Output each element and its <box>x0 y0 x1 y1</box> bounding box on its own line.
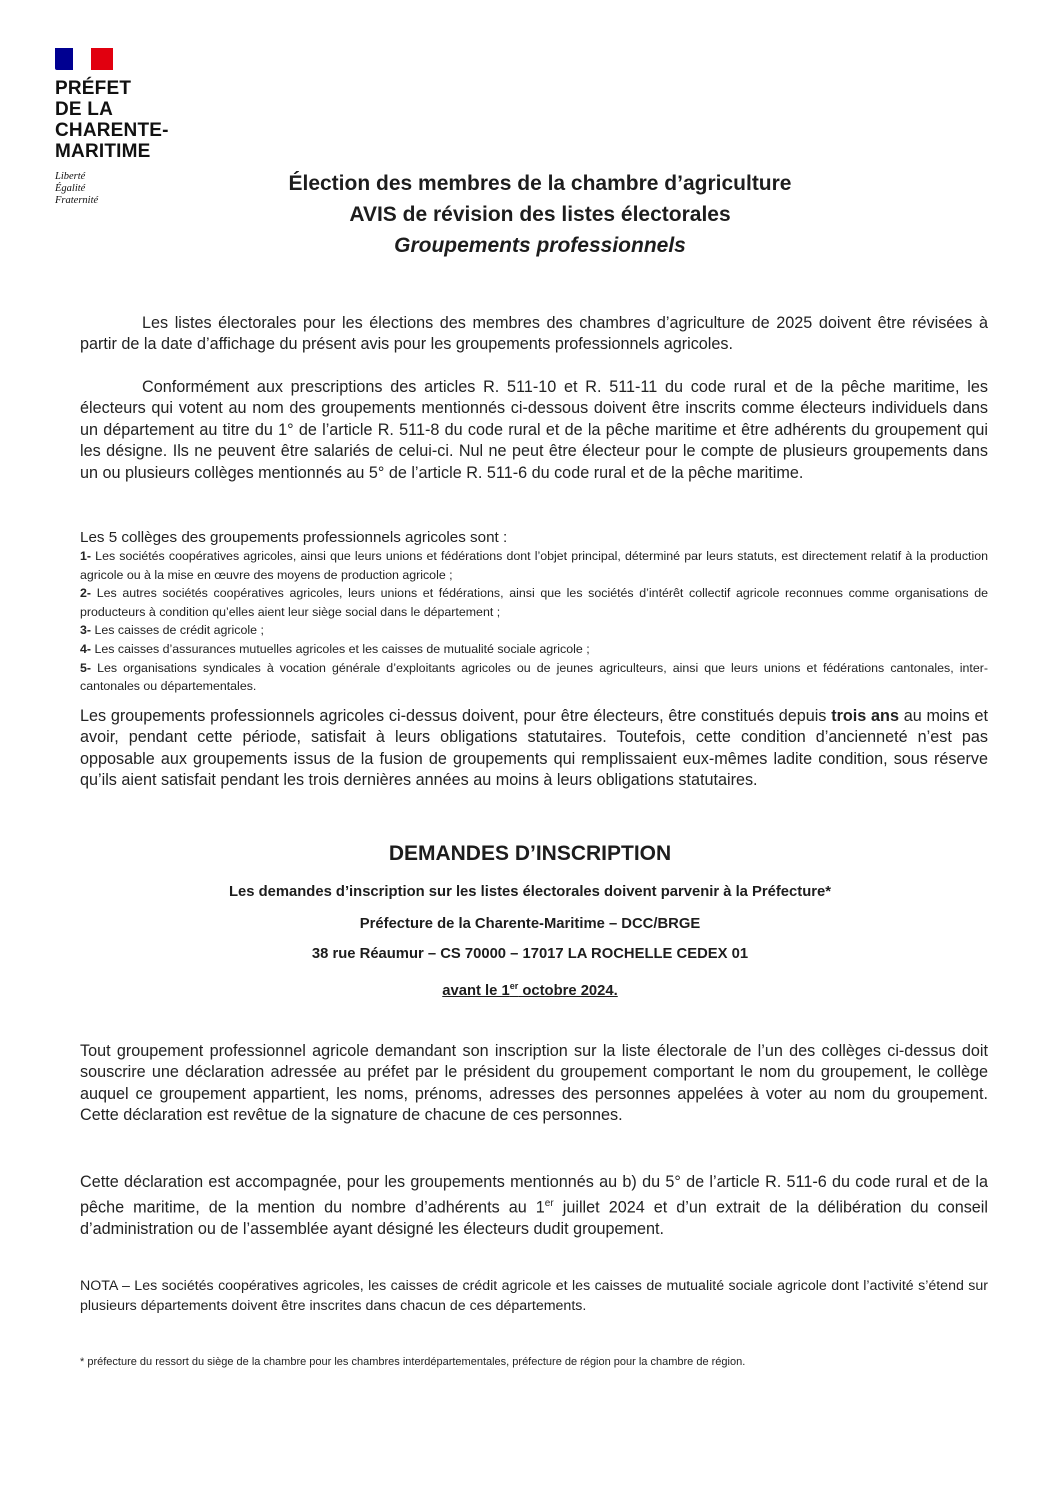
demandes-heading: DEMANDES D’INSCRIPTION <box>388 842 672 865</box>
marianne-flag-icon <box>55 48 113 70</box>
prefet-logo <box>55 48 215 207</box>
nota-paragraph: NOTA – Les sociétés coopératives agricoles, les caisses de crédit agricole et les caisses de mutualité sociale agricole dont l’activité s’étend sur plusieurs départements doivent être inscrites dans chacun de ces départements. <box>80 1278 988 1314</box>
intro-paragraph: Les listes électorales pour les élections des membres des chambres d’agriculture de 2025 doivent être révisées à partir de la date d’affichage du présent avis pour les groupements professionnels agricoles. <box>80 314 988 354</box>
footnote: * préfecture du ressort du siège de la chambre pour les chambres interdépartementales, préfecture de région pour la chambre de région. <box>80 1356 746 1368</box>
list-item: 4- Les caisses d’assurances mutuelles agricoles et les caisses de mutualité sociale agricole ; <box>80 641 590 656</box>
list-item: 5- Les organisations syndicales à vocation générale d’exploitants agricoles ou de jeunes agriculteurs, ainsi que leurs unions et fédérations cantonales, inter-cantonales ou départementales. <box>80 660 988 694</box>
colleges-heading: Les 5 collèges des groupements professionnels agricoles sont : <box>80 529 508 546</box>
prefet-name: PRÉFET DE LA CHARENTE- MARITIME <box>55 78 169 162</box>
demandes-prefecture: Préfecture de la Charente-Maritime – DCC/BRGE <box>359 916 701 932</box>
title-line-3: Groupements professionnels <box>394 234 686 257</box>
conformement-paragraph: Conformément aux prescriptions des articles R. 511-10 et R. 511-11 du code rural et de la pêche maritime, les électeurs qui votent au nom des groupements mentionnés ci-dessous doivent être inscrits comme électeurs individuels dans un département au titre du 1° de l’article R. 511-8 du code rural et de la pêche maritime et être adhérents du groupement qui les désigne. Ils ne peuvent être salariés de celui-ci. Nul ne peut être électeur pour le compte de plusieurs groupements dans un ou plusieurs collèges mentionnés au 5° de l’article R. 511-6 du code rural et de la pêche maritime. <box>80 378 988 482</box>
list-item: 3- Les caisses de crédit agricole ; <box>80 623 264 638</box>
demandes-address: 38 rue Réaumur – CS 70000 – 17017 LA ROCHELLE CEDEX 01 <box>311 946 749 962</box>
title-line-2: AVIS de révision des listes électorales <box>349 203 731 226</box>
list-item: 1- Les sociétés coopératives agricoles, ainsi que leurs unions et fédérations dont l’objet principal, déterminé par leurs statuts, est directement relatif à la production agricole ou à la mise en œuvre des moyens de production agricole ; <box>80 549 988 582</box>
demandes-line-1: Les demandes d’inscription sur les listes électorales doivent parvenir à la Préfecture* <box>229 884 831 900</box>
colleges-list <box>80 528 988 696</box>
accompagnee-paragraph: Cette déclaration est accompagnée, pour les groupements mentionnés au b) du 5° de l’article R. 511-6 du code rural et de la pêche maritime, de la mention du nombre d’adhérents au 1er juillet 2024 et d’un extrait de la délibération du conseil d’administration ou de l’assemblée ayant désigné les électeurs dudit groupement. <box>80 1173 988 1239</box>
title-line-1: Élection des membres de la chambre d’agriculture <box>288 172 792 195</box>
demandes-deadline: avant le 1er octobre 2024. <box>442 981 618 999</box>
republic-motto: Liberté Égalité Fraternité <box>55 171 99 206</box>
list-item: 2- Les autres sociétés coopératives agricoles, leurs unions et fédérations, ainsi que les sociétés d’intérêt collectif agricole reconnues comme organisations de producteurs à condition qu’elles aient leur siège social dans le département ; <box>80 586 988 619</box>
document-title <box>200 168 880 261</box>
anciennete-paragraph: Les groupements professionnels agricoles ci-dessus doivent, pour être électeurs, être constitués depuis trois ans au moins et avoir, pendant cette période, satisfait à leurs obligations statutaires. Toutefois, cette condition d’ancienneté n’est pas opposable aux groupements issus de la fusion de groupements qui remplissaient eux-mêmes ladite condition, sous réserve qu’ils aient satisfait pendant les trois dernières années au moins à leurs obligations statutaires. <box>80 707 988 790</box>
declaration-paragraph: Tout groupement professionnel agricole demandant son inscription sur la liste électorale de l’un des collèges ci-dessus doit souscrire une déclaration adressée au préfet par le président du groupement comportant le nom du groupement, le collège auquel ce groupement appartient, les noms, prénoms, adresses des personnes appelées à voter au nom du groupement. Cette déclaration est revêtue de la signature de chacune de ces personnes. <box>80 1042 988 1125</box>
